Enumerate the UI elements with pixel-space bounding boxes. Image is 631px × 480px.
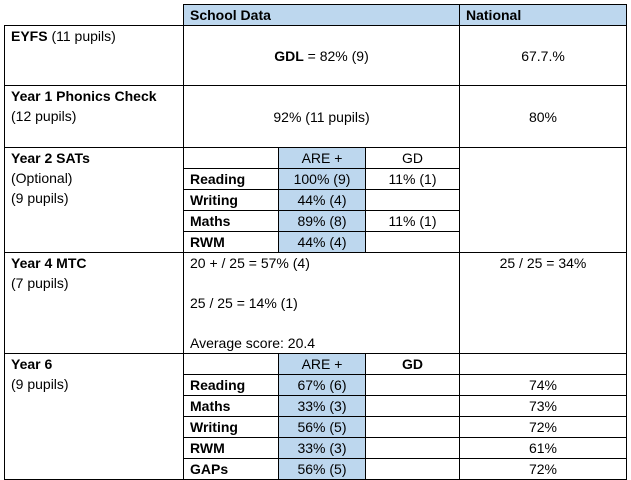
year2-blank — [184, 148, 279, 169]
eyfs-gdl-label: GDL — [274, 47, 304, 64]
year6-are: 56% (5) — [279, 417, 366, 438]
year6-are: 33% (3) — [279, 396, 366, 417]
year2-subject: Reading — [184, 169, 279, 190]
year6-label-cell — [5, 354, 184, 480]
eyfs-gdl-value: = 82% (9) — [303, 47, 369, 64]
year2-subject: RWM — [184, 232, 279, 253]
year2-are: 100% (9) — [279, 169, 366, 190]
year6-national: 72% — [460, 417, 627, 438]
year2-label-cell — [5, 148, 184, 253]
phonics-label-cell — [5, 86, 184, 148]
year4-title: Year 4 MTC — [11, 255, 87, 271]
header-row — [5, 5, 627, 26]
year6-subject: Reading — [184, 375, 279, 396]
year4-label-cell — [5, 253, 184, 354]
year2-gd-header: GD — [366, 148, 460, 169]
year2-gd — [366, 190, 460, 211]
year6-are: 67% (6) — [279, 375, 366, 396]
year6-national: 74% — [460, 375, 627, 396]
year2-are: 44% (4) — [279, 232, 366, 253]
eyfs-school-cell — [184, 26, 460, 86]
year2-optional: (Optional) — [11, 170, 73, 186]
year4-row — [5, 253, 627, 354]
year4-pupils: (7 pupils) — [11, 275, 69, 291]
year6-subject: Maths — [184, 396, 279, 417]
year6-gd — [366, 438, 460, 459]
year4-school-cell — [184, 253, 460, 354]
year6-gd — [366, 459, 460, 480]
national-header: National — [460, 5, 627, 26]
year6-national: 72% — [460, 459, 627, 480]
year6-header-row — [5, 354, 627, 375]
year6-gd — [366, 396, 460, 417]
year2-gd: 11% (1) — [366, 169, 460, 190]
year6-national-blank — [460, 354, 627, 375]
school-data-table — [4, 4, 627, 480]
phonics-title: Year 1 Phonics Check — [11, 88, 157, 104]
school-data-header: School Data — [184, 5, 460, 26]
year6-subject: Writing — [184, 417, 279, 438]
year6-are: 33% (3) — [279, 438, 366, 459]
year2-gd — [366, 232, 460, 253]
year2-pupils: (9 pupils) — [11, 190, 69, 206]
year6-are: 56% (5) — [279, 459, 366, 480]
year2-are-header: ARE + — [279, 148, 366, 169]
year2-subject: Writing — [184, 190, 279, 211]
phonics-national: 80% — [460, 86, 627, 148]
eyfs-row — [5, 26, 627, 86]
year6-pupils: (9 pupils) — [11, 376, 69, 392]
year6-subject: GAPs — [184, 459, 279, 480]
phonics-school: 92% (11 pupils) — [184, 86, 460, 148]
year4-national: 25 / 25 = 34% — [460, 253, 627, 354]
year2-are: 44% (4) — [279, 190, 366, 211]
year6-title: Year 6 — [11, 356, 53, 372]
eyfs-national: 67.7.% — [460, 26, 627, 86]
year4-line2: 25 / 25 = 14% (1) — [190, 295, 298, 311]
year2-header-row — [5, 148, 627, 169]
year6-gd — [366, 417, 460, 438]
year6-gd-header: GD — [366, 354, 460, 375]
year4-line1: 20 + / 25 = 57% (4) — [190, 255, 310, 271]
phonics-row — [5, 86, 627, 148]
year6-subject: RWM — [184, 438, 279, 459]
eyfs-title: EYFS — [11, 28, 48, 44]
year6-blank — [184, 354, 279, 375]
year2-national — [460, 148, 627, 253]
eyfs-pupils: (11 pupils) — [47, 28, 116, 44]
year6-gd — [366, 375, 460, 396]
year2-title: Year 2 SATs — [11, 150, 90, 166]
eyfs-label-cell — [5, 26, 184, 86]
year6-are-header: ARE + — [279, 354, 366, 375]
year6-national: 73% — [460, 396, 627, 417]
year4-line3: Average score: 20.4 — [190, 335, 316, 351]
year2-gd: 11% (1) — [366, 211, 460, 232]
year2-subject: Maths — [184, 211, 279, 232]
year2-are: 89% (8) — [279, 211, 366, 232]
blank-corner — [5, 5, 184, 26]
year6-national: 61% — [460, 438, 627, 459]
phonics-pupils: (12 pupils) — [11, 108, 77, 124]
